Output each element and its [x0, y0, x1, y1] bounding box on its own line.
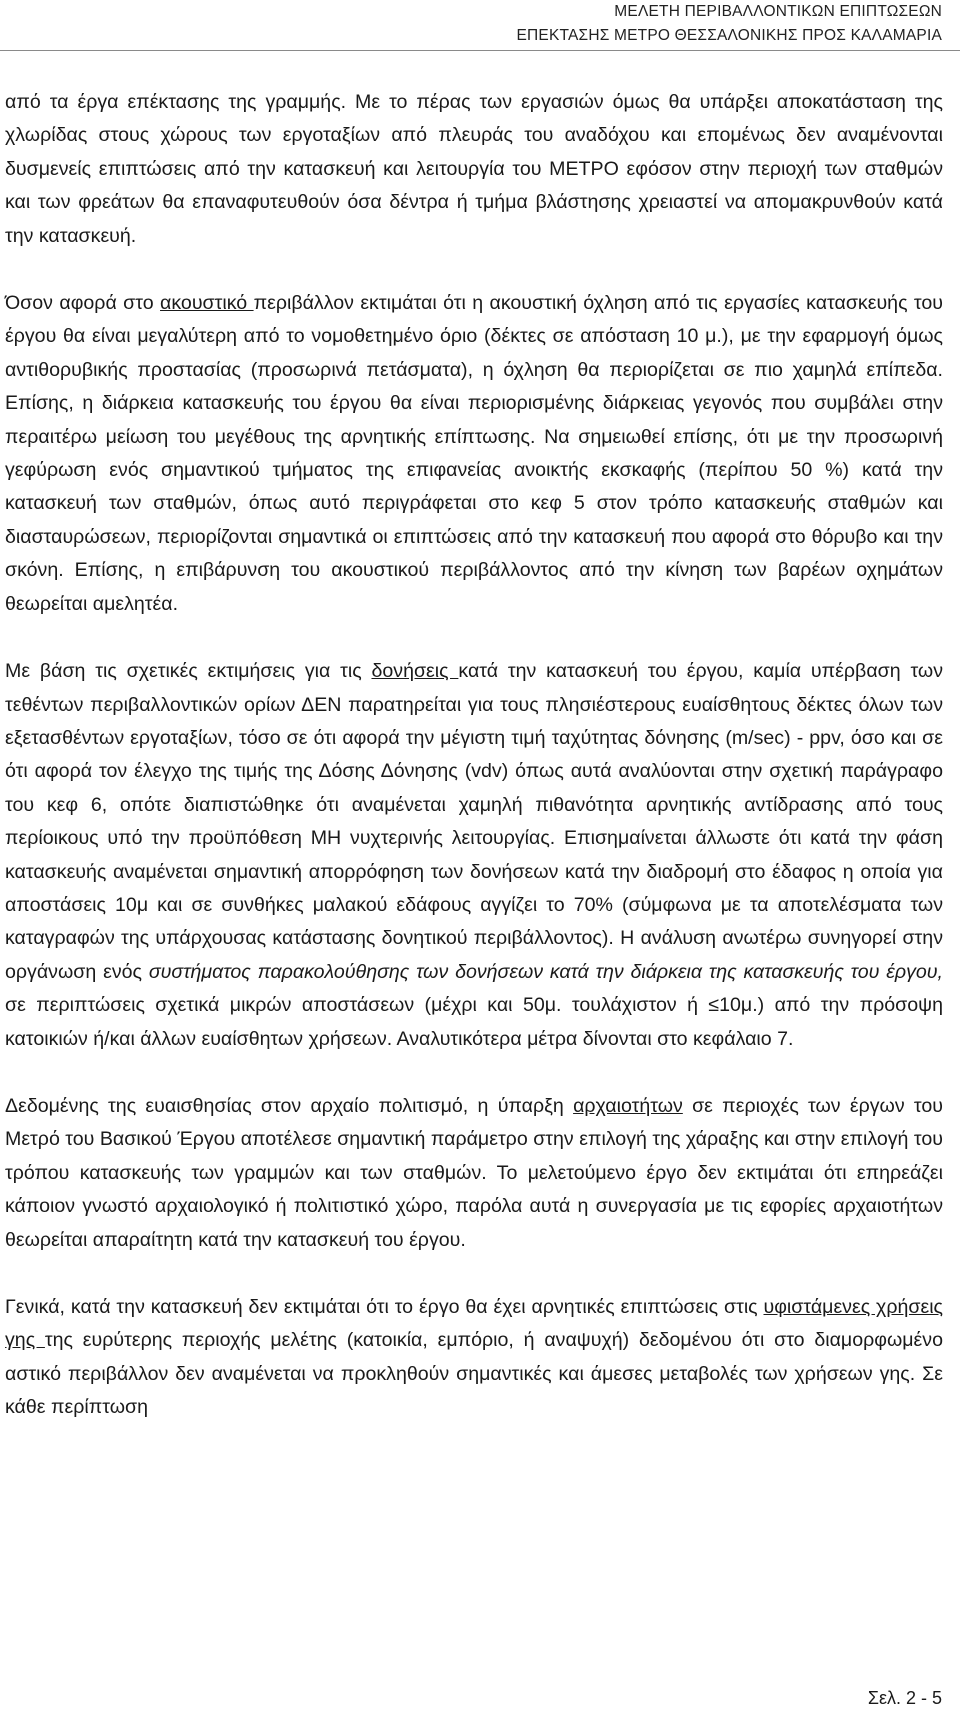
paragraph-flora	[5, 86, 943, 253]
paragraph-flora-text: από τα έργα επέκτασης της γραμμής. Με το πέρας των εργασιών όμως θα υπάρξει αποκατάσταση της χλωρίδας στους χώρους των εργοταξίων από πλευράς του αναδόχου και επομένως δεν αναμένονται δυσμενείς επιπτώσεις από την κατασκευή και λειτουργία του ΜΕΤΡΟ εφόσον στην περιοχή των σταθμών και των φρεάτων θα επαναφυτευθούν όσα δέντρα ή τμήμα βλάστησης χρειαστεί να απομακρυνθούν κατά την κατασκευή.	[5, 91, 943, 247]
page-header	[516, 0, 942, 48]
paragraph-vibrations	[5, 655, 943, 1056]
paragraph-land-use	[5, 1291, 943, 1425]
land-use-text-rest: της ευρύτερης περιοχής μελέτης (κατοικία, εμπόριο, ή αναψυχή) δεδομένου ότι στο διαμορφωμένο αστικό περιβάλλον δεν αναμένεται να προκληθούν σημαντικές και άμεσες μεταβολές των χρήσεων γης. Σε κάθε περίπτωση	[5, 1329, 943, 1419]
document-body	[5, 86, 943, 1425]
acoustic-text-start: Όσον αφορά στο	[5, 292, 161, 315]
header-line-2: ΕΠΕΚΤΑΣΗΣ ΜΕΤΡΟ ΘΕΣΣΑΛΟΝΙΚΗΣ ΠΡΟΣ ΚΑΛΑΜΑΡΙΑ	[516, 27, 942, 44]
paragraph-acoustic	[5, 287, 943, 621]
land-use-underlined-term: υφιστάμενες χρήσεις γης	[5, 1296, 943, 1352]
header-divider	[0, 50, 960, 51]
antiquities-underlined-term: αρχαιοτήτων	[573, 1094, 683, 1117]
acoustic-underlined-term: ακουστικό	[160, 292, 254, 315]
vibrations-underlined-term: δονήσεις	[371, 660, 459, 683]
antiquities-text-start: Δεδομένης της ευαισθησίας στον αρχαίο πολιτισμό, η ύπαρξη	[5, 1094, 574, 1117]
acoustic-text-rest: περιβάλλον εκτιμάται ότι η ακουστική όχληση από τις εργασίες κατασκευής του έργου θα είναι μεγαλύτερη από το νομοθετημένο όριο (δέκτες σε απόσταση 10 μ.), με την εφαρμογή όμως αντιθορυβικής προστασίας (προσωρινά πετάσματα), η όχληση θα περιορίζεται σε πιο χαμηλά επίπεδα. Επίσης, η διάρκεια κατασκευής του έργου θα είναι περιορισμένης διάρκειας γεγονός που συμβάλει στην περαιτέρω μείωση του μεγέθους της αρνητικής επίπτωσης. Να σημειωθεί επίσης, ότι με την προσωρινή γεφύρωση ενός σημαντικού τμήματος της επιφανείας ανοικτής εκσκαφής (περίπου 50 %) κατά την κατασκευή των σταθμών, όπως αυτό περιγράφεται στο κεφ 5 στον τρόπο κατασκευής σταθμών και διασταυρώσεων, περιορίζονται σημαντικά οι επιπτώσεις από την κατασκευή που αφορά στο θόρυβο και την σκόνη. Επίσης, η επιβάρυνση του ακουστικού περιβάλλοντος από την κίνηση των βαρέων οχημάτων θεωρείται αμελητέα.	[5, 292, 943, 615]
paragraph-antiquities	[5, 1090, 943, 1257]
page-number: Σελ. 2 - 5	[867, 1688, 942, 1708]
vibrations-text-middle: κατά την κατασκευή του έργου, καμία υπέρβαση των τεθέντων περιβαλλοντικών ορίων ΔΕΝ παρατηρείται για τους πλησιέστερους ευαίσθητους δέκτες όλων των εξετασθέντων εργοταξίων, τόσο σε ότι αφορά την μέγιστη τιμή ταχύτητας δόνησης (m/sec) - ppv, όσο και σε ότι αφορά τον έλεγχο της τιμής της Δόσης Δόνησης (vdv) όπως αυτά αναλύονται στην σχετική παράγραφο του κεφ 6, οπότε διαπιστώθηκε ότι αναμένεται χαμηλή πιθανότητα αρνητικής αντίδρασης από τους περίοικους υπό την προϋπόθεση ΜΗ νυχτερινής λειτουργίας. Επισημαίνεται άλλωστε ότι κατά την φάση κατασκευής αναμένεται σημαντική απορρόφηση των δονήσεων κατά την διαδρομή στο έδαφος η οποία για αποστάσεις 10μ και σε συνθήκες μαλακού εδάφους αγγίζει το 70% (σύμφωνα με τα αποτελέσματα των καταγραφών της υπάρχουσας κατάστασης δονητικού περιβάλλοντος). Η ανάλυση ανωτέρω συνηγορεί στην οργάνωση ενός	[5, 660, 943, 983]
vibrations-italic-phrase: συστήματος παρακολούθησης των δονήσεων κατά την διάρκεια της κατασκευής του έργου,	[148, 960, 943, 983]
header-line-1: ΜΕΛΕΤΗ ΠΕΡΙΒΑΛΛΟΝΤΙΚΩΝ ΕΠΙΠΤΩΣΕΩΝ	[614, 3, 942, 20]
land-use-text-start: Γενικά, κατά την κατασκευή δεν εκτιμάται ότι το έργο θα έχει αρνητικές επιπτώσεις στις	[5, 1296, 764, 1318]
vibrations-text-end: σε περιπτώσεις σχετικά μικρών αποστάσεων (μέχρι και 50μ. τουλάχιστον ή ≤10μ.) από την πρόσοψη κατοικιών ή/και άλλων ευαίσθητων χρήσεων. Αναλυτικότερα μέτρα δίνονται στο κεφάλαιο 7.	[5, 994, 943, 1050]
vibrations-text-start: Με βάση τις σχετικές εκτιμήσεις για τις	[5, 660, 372, 683]
antiquities-text-rest: σε περιοχές των έργων του Μετρό του Βασικού Έργου αποτέλεσε σημαντική παράμετρο στην επιλογή της χάραξης και στην επιλογή του τρόπου κατασκευής των γραμμών και των σταθμών. Το μελετούμενο έργο δεν εκτιμάται ότι επηρεάζει κάποιον γνωστό αρχαιολογικό ή πολιτιστικό χώρο, παρόλα αυτά η συνεργασία με τις εφορίες αρχαιοτήτων θεωρείται απαραίτητη κατά την κατασκευή του έργου.	[5, 1094, 943, 1251]
